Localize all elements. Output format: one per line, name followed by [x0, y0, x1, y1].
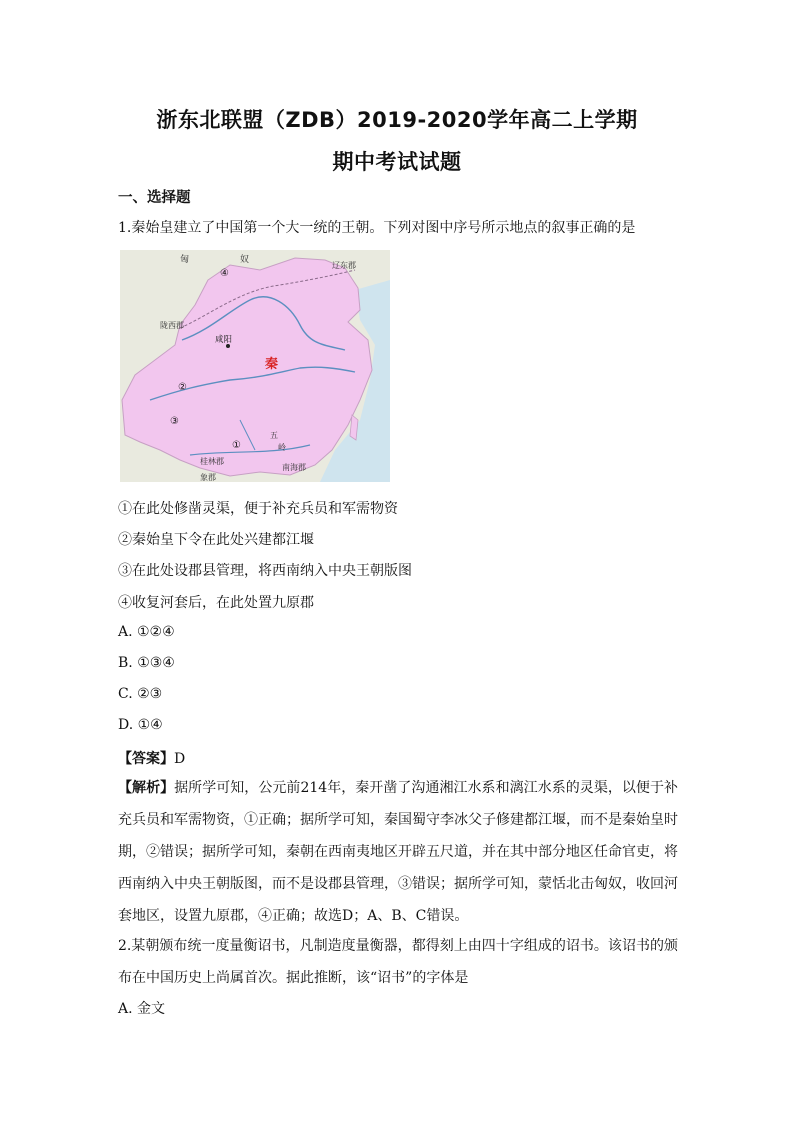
map-marker-4: ④ [220, 268, 229, 279]
answer-label: 【答案】 [118, 751, 174, 767]
doc-title-line2: 期中考试试题 [332, 150, 462, 174]
map-label-xiangjun: 象郡 [200, 473, 216, 482]
map-label-liaodong: 辽东郡 [332, 261, 356, 270]
q1-statement-4: ④收复河套后，在此处置九原郡 [118, 595, 314, 611]
map-marker-3: ③ [170, 416, 179, 427]
map-marker-1: ① [232, 440, 241, 451]
q1-stem: 1.秦始皇建立了中国第一个大一统的王朝。下列对图中序号所示地点的叙事正确的是 [118, 220, 636, 236]
q2-option-a: A. 金文 [118, 1001, 166, 1017]
section-heading: 一、选择题 [118, 190, 191, 206]
map-label-ling: 岭 [278, 443, 286, 452]
q1-statement-1: ①在此处修凿灵渠，便于补充兵员和军需物资 [118, 501, 398, 517]
q2-stem: 2.某朝颁布统一度量衡诏书，凡制造度量衡器，都得刻上由四十字组成的诏书。该诏书的颁布在中国历史上尚属首次。据此推断，该“诏书”的字体是 [118, 938, 678, 986]
qin-territory-map [120, 250, 390, 482]
map-label-nanhai: 南海郡 [282, 463, 306, 472]
analysis-text: 据所学可知，公元前214年，秦开凿了沟通湘江水系和漓江水系的灵渠，以便于补充兵员和军需物资，①正确；据所学可知，秦国蜀守李冰父子修建都江堰，而不是秦始皇时期，②错误；据所学可知，秦朝在西南夷地区开辟五尺道，并在其中部分地区任命官吏，将西南纳入中央王朝版图，而不是设郡县管理，③错误；据所学可知，蒙恬北击匈奴，收回河套地区，设置九原郡，④正确；故选D；A、B、C错误。 [118, 780, 678, 924]
answer-value: D [174, 751, 186, 767]
map-marker-2: ② [178, 382, 187, 393]
map-label-wu: 五 [270, 431, 278, 440]
map-label-longxi: 陇西郡 [160, 321, 184, 330]
q1-option-d: D. ①④ [118, 717, 163, 733]
q1-option-c: C. ②③ [118, 686, 163, 702]
q1-analysis [118, 772, 678, 932]
map-label-qin: 秦 [265, 357, 279, 372]
map-label-xiong: 匈 [180, 255, 190, 265]
q1-option-b: B. ①③④ [118, 655, 175, 671]
q1-statement-3: ③在此处设郡县管理，将西南纳入中央王朝版图 [118, 563, 412, 579]
analysis-label: 【解析】 [118, 780, 175, 796]
map-label-nu: 奴 [240, 255, 250, 265]
map-label-guilin: 桂林郡 [200, 457, 224, 466]
q1-answer [118, 748, 185, 768]
q1-option-a: A. ①②④ [118, 624, 175, 640]
q1-statement-2: ②秦始皇下令在此处兴建都江堰 [118, 532, 314, 548]
map-label-xianyang: 咸阳 [215, 335, 233, 345]
doc-title-line1: 浙东北联盟（ZDB）2019-2020学年高二上学期 [156, 108, 638, 132]
